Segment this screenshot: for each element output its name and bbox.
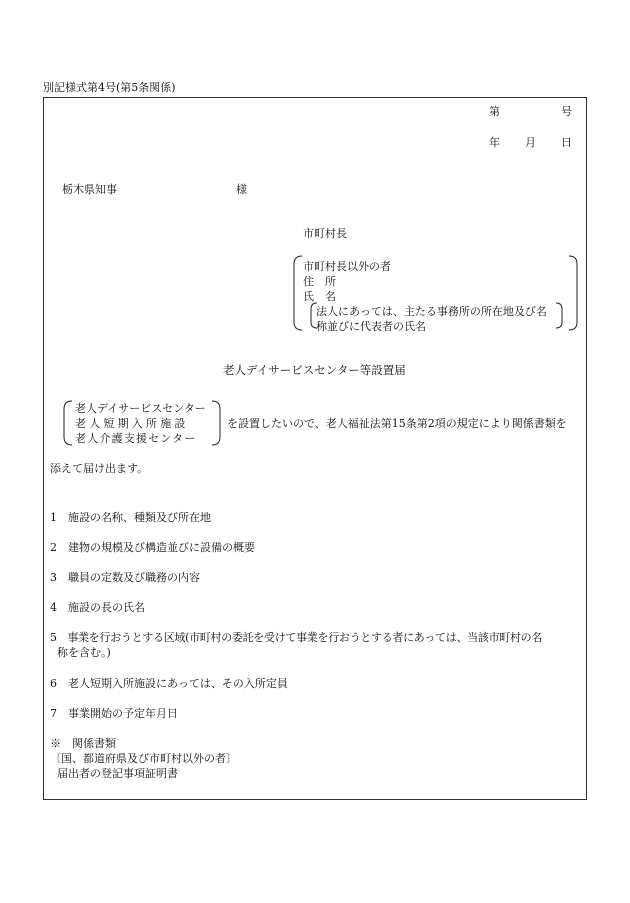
form-label: 別記様式第4号(第5条関係) <box>43 81 176 94</box>
list-item-5-line1: 5 事業を行おうとする区域(市町村の委託を受けて事業を行おうとする者にあっては、当該市町村の名 <box>50 631 543 644</box>
applicant-name: 氏 名 <box>303 290 336 303</box>
applicant-mayor: 市町村長 <box>303 227 347 240</box>
notes-category: 〔国、都道府県及び市町村以外の者〕 <box>50 752 237 765</box>
facility-item-1: 老人デイサービスセンター <box>75 402 206 415</box>
list-item-7: 7 事業開始の予定年月日 <box>50 707 178 720</box>
list-item-6: 6 老人短期入所施設にあっては、その入所定員 <box>50 677 288 690</box>
facility-item-3: 老人介護支援センター <box>75 432 197 445</box>
list-item-3: 3 職員の定数及び職務の内容 <box>50 571 200 584</box>
notes-title: ※ 関係書類 <box>50 737 116 750</box>
honorific: 様 <box>236 183 247 196</box>
number-go: 号 <box>561 105 572 118</box>
facility-item-2: 老人短期入所施設 <box>75 417 189 430</box>
list-item-5-line2: 称を含む。) <box>57 646 111 659</box>
body-line-1: を設置したいので、老人福祉法第15条第2項の規定により関係書類を <box>227 417 567 430</box>
number-dai: 第 <box>489 105 500 118</box>
applicant-address: 住 所 <box>303 275 336 288</box>
applicant-corp-line1: 法人にあっては、主たる事務所の所在地及び名 <box>316 305 547 318</box>
date-month: 月 <box>525 136 536 149</box>
date-year: 年 <box>489 136 500 149</box>
notes-doc: 届出者の登記事項証明書 <box>57 767 178 780</box>
applicant-corp-line2: 称並びに代表者の氏名 <box>316 320 426 333</box>
list-item-4: 4 施設の長の氏名 <box>50 601 145 614</box>
form-box <box>43 97 587 800</box>
applicant-other-label: 市町村長以外の者 <box>303 260 391 273</box>
form-title: 老人デイサービスセンター等設置届 <box>223 363 406 377</box>
date-day: 日 <box>561 136 572 149</box>
body-line-2: 添えて届け出ます。 <box>50 462 149 475</box>
list-item-2: 2 建物の規模及び構造並びに設備の概要 <box>50 541 255 554</box>
addressee: 栃木県知事 <box>62 183 117 196</box>
list-item-1: 1 施設の名称、種類及び所在地 <box>50 511 211 524</box>
